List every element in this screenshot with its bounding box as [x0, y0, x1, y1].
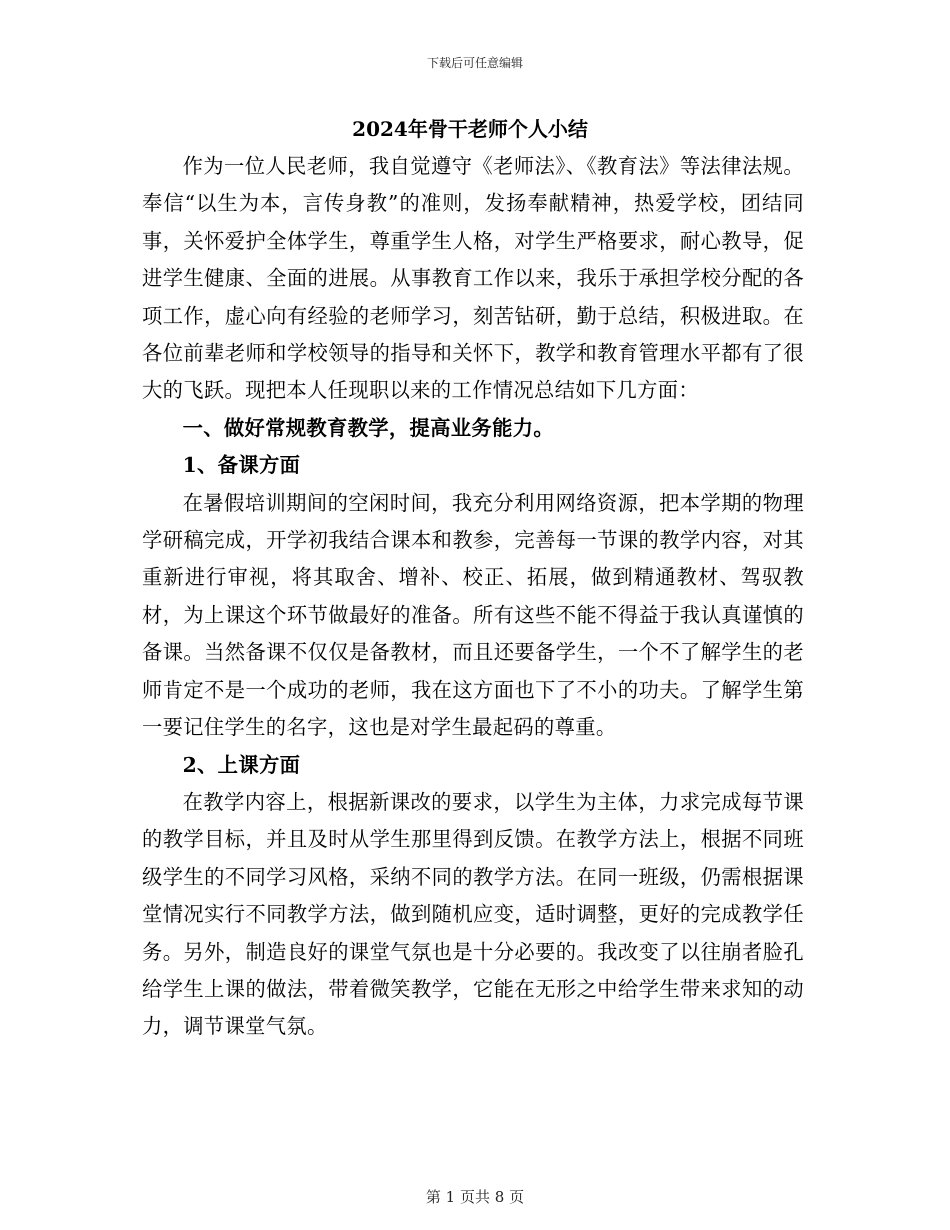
teaching-paragraph: 在教学内容上，根据新课改的要求，以学生为主体，力求完成每节课的教学目标，并且及时从学生那里得到反馈。在教学方法上，根据不同班级学生的不同学习风格，采纳不同的教学方法。在同一班级，仍需根据课堂情况实行不同教学方法，做到随机应变，适时调整，更好的完成教学任务。另外，制造良好的课堂气氛也是十分必要的。我改变了以往崩者脸孔给学生上课的做法，带着微笑教学，它能在无形之中给学生带来求知的动力，调节课堂气氛。 [142, 789, 804, 1039]
document-body [142, 112, 804, 1046]
page-indicator: 第 1 页共 8 页 [425, 1188, 525, 1206]
subsection-heading-teaching: 2、上课方面 [182, 752, 301, 777]
subsection-heading-lesson-prep: 1、备课方面 [182, 453, 301, 478]
lesson-prep-paragraph: 在暑假培训期间的空闲时间，我充分利用网络资源，把本学期的物理学研稿完成，开学初我结合课本和教参，完善每一节课的教学内容，对其重新进行审视，将其取舍、增补、校正、拓展，做到精通教材、驾驭教材，为上课这个环节做最好的准备。所有这些不能不得益于我认真谨慎的备课。当然备课不仅仅是备教材，而且还要备学生，一个不了解学生的老师肯定不是一个成功的老师，我在这方面也下了不小的功夫。了解学生第一要记住学生的名字，这也是对学生最起码的尊重。 [142, 490, 804, 740]
header-note: 下载后可任意编辑 [426, 56, 523, 70]
section-heading-1: 一、做好常规教育教学，提高业务能力。 [182, 415, 554, 440]
intro-paragraph: 作为一位人民老师，我自觉遵守《老师法》、《教育法》等法律法规。奉信“以生为本，言传身教”的准则，发扬奉献精神，热爱学校，团结同事，关怀爱护全体学生，尊重学生人格，对学生严格要求，耐心教导，促进学生健康、全面的进展。从事教育工作以来，我乐于承担学校分配的各项工作，虚心向有经验的老师学习，刻苦钻研，勤于总结，积极进取。在各位前辈老师和学校领导的指导和关怀下，教学和教育管理水平都有了很大的飞跃。现把本人任现职以来的工作情况总结如下几方面： [142, 154, 804, 403]
document-title: 2024年骨干老师个人小结 [352, 117, 588, 141]
